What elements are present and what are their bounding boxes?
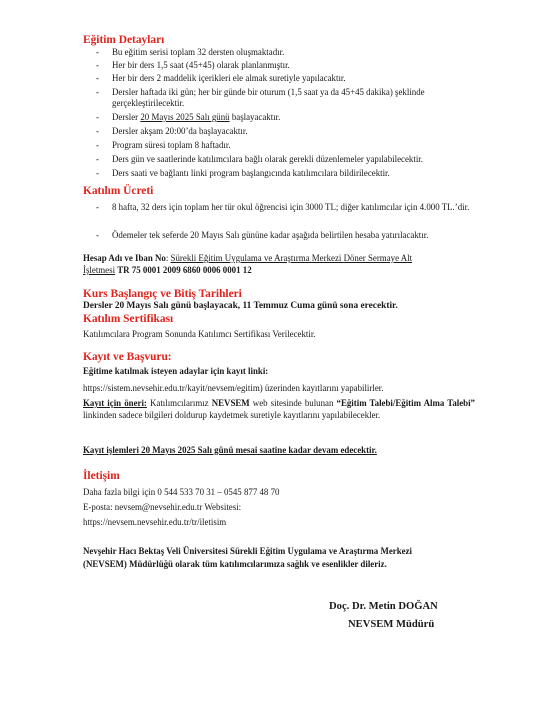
iban: TR 75 0001 2009 6860 0006 0001 12 (117, 265, 252, 275)
closing-message: Nevşehir Hacı Bektaş Veli Üniversitesi Sürekli Eğitim Uygulama ve Araştırma Merkezi (NEVSEM) Müdürlüğü olarak tüm katılımcılarımıza sağlık ve esenlikler dileriz. (83, 546, 412, 569)
section-heading-sertifika: Katılım Sertifikası (83, 313, 174, 325)
list-item: - Dersler 20 Mayıs 2025 Salı günü başlayacaktır. (96, 112, 281, 122)
section-heading-kayit: Kayıt ve Başvuru: (83, 351, 172, 363)
list-item: - Her bir ders 2 maddelik içerikleri ele almak suretiyle yapılacaktır. (96, 73, 346, 83)
list-item: - Dersler akşam 20:00’da başlayacaktır. (96, 126, 248, 136)
contact-phone: Daha fazla bilgi için 0 544 533 70 31 – 0545 877 48 70 (83, 487, 280, 497)
section-heading-iletisim: İletişim (83, 470, 120, 482)
section-heading-ucret: Katılım Ücreti (83, 185, 154, 197)
list-item: - Bu eğitim serisi toplam 32 dersten oluşmaktadır. (96, 47, 285, 57)
kayit-intro: Eğitime katılmak isteyen adaylar için kayıt linki: (83, 366, 269, 376)
iban-line: İşletmesi TR 75 0001 2009 6860 0006 0001 12 (83, 265, 252, 275)
list-item: - Program süresi toplam 8 haftadır. (96, 140, 231, 150)
section-heading-egitim: Eğitim Detayları (83, 34, 165, 46)
signature-name: Doç. Dr. Metin DOĞAN (329, 601, 438, 612)
list-item: - Dersler haftada iki gün; her bir günde bir oturum (1,5 saat ya da 45+45 dakika) şeklinde gerçekleştirilecektir. (96, 87, 425, 108)
list-item: - Ders saati ve bağlantı linki program başlangıcında katılımcılara bildirilecektir. (96, 168, 390, 178)
list-item: - 8 hafta, 32 ders için toplam her tür okul öğrencisi için 3000 TL; diğer katılımcılar için 4.000 TL.’dir. (96, 202, 470, 212)
signature-title: NEVSEM Müdürü (348, 619, 435, 630)
kayit-deadline: Kayıt işlemleri 20 Mayıs 2025 Salı günü mesai saatine kadar devam edecektir. (83, 445, 377, 455)
sertifika-text: Katılımcılara Program Sonunda Katılımcı Sertifikası Verilecektir. (83, 329, 316, 339)
kayit-link[interactable]: https://sistem.nevsehir.edu.tr/kayit/nevsem/egitim) üzerinden kayıtlarını yapabilirler. (83, 383, 384, 393)
list-item: - Ödemeler tek seferde 20 Mayıs Salı gününe kadar aşağıda belirtilen hesaba yatırılacaktır. (96, 230, 429, 240)
kayit-oneri: Kayıt için öneri: Katılımcılarımız NEVSEM web sitesinde bulunan “Eğitim Talebi/Eğitim Alma Talebi” linkinden sadece bilgileri doldurup kaydetmek suretiyle kayıtlarını yapılabilecekler. (83, 398, 475, 420)
section-heading-kurs: Kurs Başlangıç ve Bitiş Tarihleri (83, 288, 242, 300)
list-item: - Ders gün ve saatlerinde katılımcılara bağlı olarak gerekli düzenlemeler yapılabilecektir. (96, 154, 423, 164)
list-item: - Her bir ders 1,5 saat (45+45) olarak planlanmıştır. (96, 60, 290, 70)
account-name-line: Hesap Adı ve Iban No: Sürekli Eğitim Uygulama ve Araştırma Merkezi Döner Sermaye Alt (83, 253, 413, 263)
kurs-dates: Dersler 20 Mayıs Salı günü başlayacak, 11 Temmuz Cuma günü sona erecektir. (83, 301, 398, 311)
contact-website[interactable]: https://nevsem.nevsehir.edu.tr/tr/iletisim (83, 517, 227, 527)
contact-email[interactable]: E-posta: nevsem@nevsehir.edu.tr Websitesi: (83, 502, 242, 512)
